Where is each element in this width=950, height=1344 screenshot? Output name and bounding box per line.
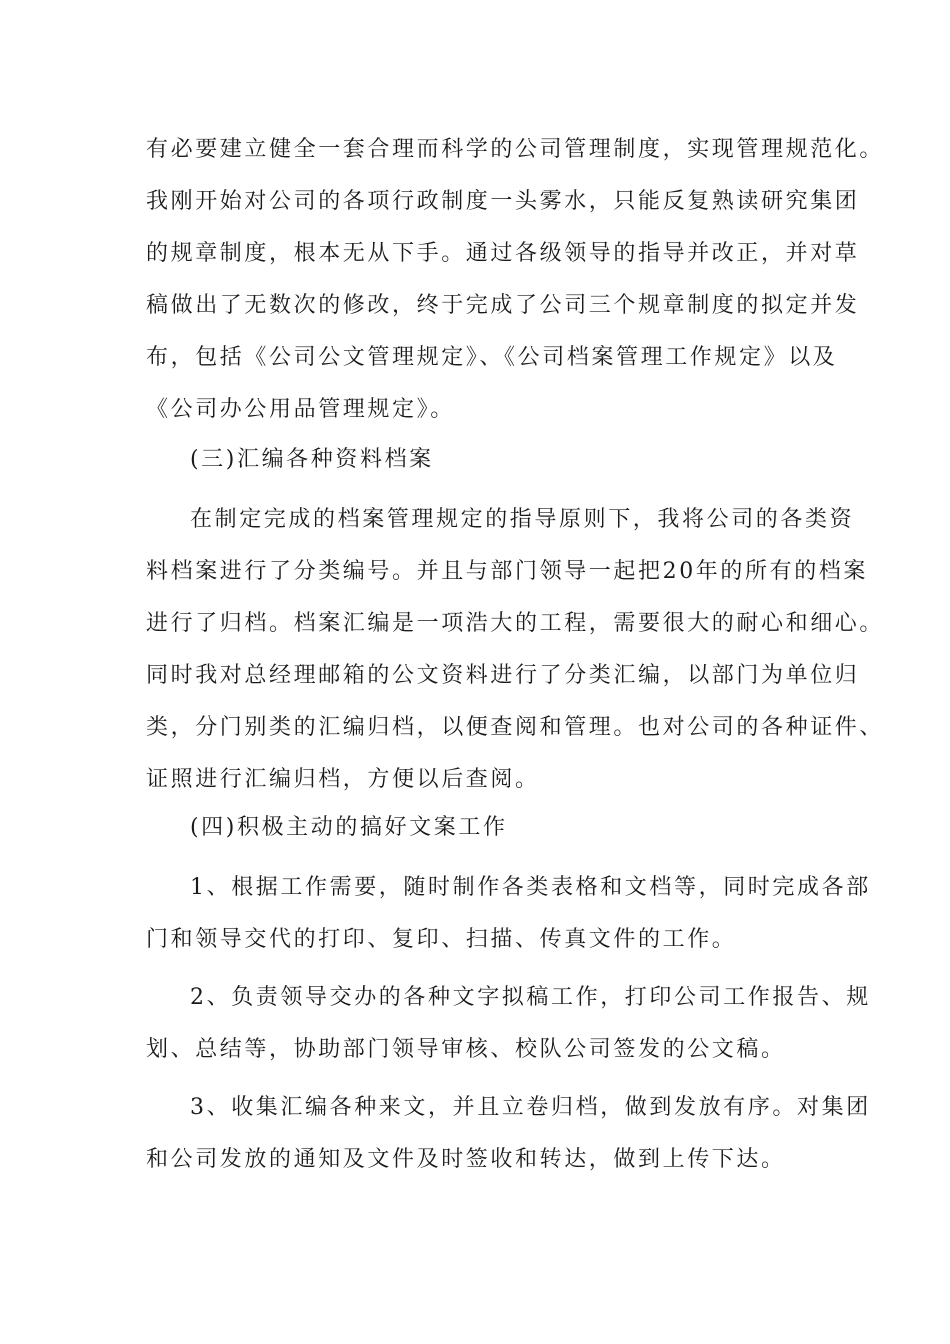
text-line: 证照进行汇编归档，方便以后查阅。 <box>146 767 540 792</box>
section-heading-3 <box>146 434 816 486</box>
text-line: 料档案进行了分类编号。并且与部门领导一起把20年的所有的档案 <box>146 559 868 584</box>
text-line: 和公司发放的通知及文件及时签收和转达，做到上传下达。 <box>146 1147 786 1172</box>
text-line: 我刚开始对公司的各项行政制度一头雾水，只能反复熟读研究集团 <box>146 189 860 214</box>
paragraph-management-system <box>146 124 885 436</box>
heading-text: (三)汇编各种资料档案 <box>190 447 434 472</box>
list-item-3 <box>146 1082 871 1186</box>
text-line: 划、总结等，协助部门领导审核、校队公司签发的公文稿。 <box>146 1037 786 1062</box>
text-line: 1、根据工作需要，随时制作各类表格和文档等，同时完成各部 <box>190 875 871 900</box>
text-line: 3、收集汇编各种来文，并且立卷归档，做到发放有序。对集团 <box>190 1095 871 1120</box>
text-line: 稿做出了无数次的修改，终于完成了公司三个规章制度的拟定并发 <box>146 293 860 318</box>
text-line: 门和领导交代的打印、复印、扫描、传真文件的工作。 <box>146 927 737 952</box>
text-line: 进行了归档。档案汇编是一项浩大的工程，需要很大的耐心和细心。 <box>146 611 885 636</box>
text-line: 在制定完成的档案管理规定的指导原则下，我将公司的各类资 <box>190 507 855 532</box>
list-item-2 <box>146 972 871 1076</box>
text-line: 同时我对总经理邮箱的公文资料进行了分类汇编，以部门为单位归 <box>146 663 860 688</box>
text-line: 的规章制度，根本无从下手。通过各级领导的指导并改正，并对草 <box>146 241 860 266</box>
section-heading-4 <box>146 802 816 854</box>
text-line: 布，包括《公司公文管理规定》、《公司档案管理工作规定》以及 <box>146 345 838 370</box>
paragraph-archives <box>146 494 885 806</box>
text-line: 类，分门别类的汇编归档，以便查阅和管理。也对公司的各种证件、 <box>146 715 885 740</box>
text-line: 《公司办公用品管理规定》。 <box>146 397 455 422</box>
heading-text: (四)积极主动的搞好文案工作 <box>190 815 508 840</box>
text-line: 有必要建立健全一套合理而科学的公司管理制度，实现管理规范化。 <box>146 137 885 162</box>
list-item-1 <box>146 862 871 966</box>
text-line: 2、负责领导交办的各种文字拟稿工作，打印公司工作报告、规 <box>190 985 871 1010</box>
